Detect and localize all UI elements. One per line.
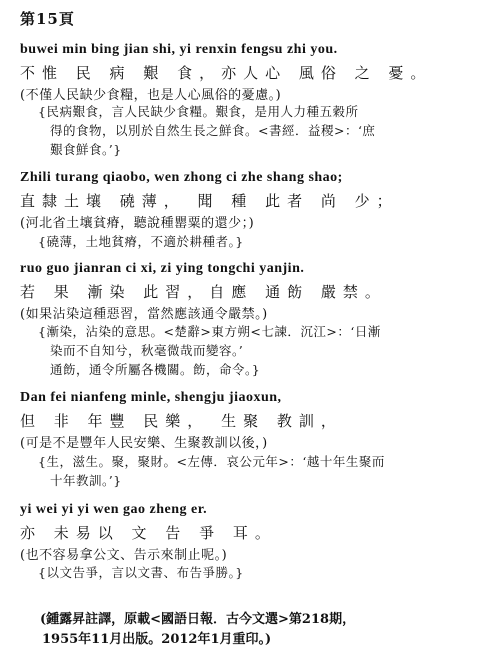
- citation-line: (鍾露昇註譯，原載<國語日報．古今文選>第218期，: [40, 612, 356, 627]
- citation-line: 1955年11月出版。2012年1月重印。): [42, 632, 272, 647]
- note-line: {民病艱食，言人民缺少食糧。艱食，是用人力種五穀所: [38, 104, 359, 119]
- annotation-note: [38, 452, 385, 490]
- translation-line: (河北省土壤貧瘠，聽說種罌粟的還少；): [20, 216, 255, 231]
- annotation-note: [38, 322, 381, 379]
- pinyin-line: yi wei yi yi wen gao zheng er.: [20, 502, 208, 517]
- pinyin-line: buwei min bing jian shi, yi renxin fengsu zhi you.: [20, 42, 338, 57]
- translation-line: (不僅人民缺少食糧，也是人心風俗的憂慮。): [20, 88, 282, 103]
- page-title: 第15頁: [20, 10, 75, 28]
- note-line: {生，滋生。聚，聚財。<左傳．哀公元年>：‘越十年生聚而: [38, 454, 385, 469]
- note-line: {磽薄，土地貧瘠，不適於耕種者。}: [38, 234, 244, 249]
- chinese-text-line: 不惟 民 病 艱 食，亦人心 風俗 之 憂。: [20, 64, 433, 82]
- source-citation: [40, 610, 355, 650]
- note-line: {以文告爭，言以文書、布告爭勝。}: [38, 565, 244, 580]
- annotation-note: [38, 563, 244, 582]
- chinese-text-line: 直隸土壤 磽薄， 聞 種 此者 尚 少；: [20, 192, 399, 210]
- chinese-text-line: 亦 未易以 文 告 爭 耳。: [20, 524, 277, 542]
- translation-line: (可是不是豐年人民安樂、生聚教訓以後，): [20, 436, 268, 451]
- note-line: 十年教訓。’}: [50, 473, 122, 488]
- note-line: 得的食物，以別於自然生長之鮮食。<書經．益稷>：‘庶: [50, 123, 376, 138]
- note-line: {漸染，沾染的意思。<楚辭>東方朔<七諫．沉江>：‘日漸: [38, 324, 381, 339]
- annotation-note: [38, 232, 244, 251]
- annotation-note: [38, 102, 375, 159]
- note-line: 艱食鮮食。’}: [50, 142, 122, 157]
- pinyin-line: Zhili turang qiaobo, wen zhong ci zhe shang shao;: [20, 170, 343, 185]
- chinese-text-line: 若 果 漸染 此習，自應 通飭 嚴禁。: [20, 283, 387, 301]
- translation-line: (也不容易拿公文、告示來制止呢。): [20, 548, 228, 563]
- translation-line: (如果沾染這種惡習，當然應該通令嚴禁。): [20, 307, 268, 322]
- pinyin-line: ruo guo jianran ci xi, zi ying tongchi yanjin.: [20, 261, 305, 276]
- note-line: 通飭，通令所屬各機關。飭，命令。}: [50, 362, 261, 377]
- pinyin-line: Dan fei nianfeng minle, shengju jiaoxun,: [20, 390, 282, 405]
- note-line: 染而不自知兮，秋毫微哉而變容。’: [50, 343, 244, 358]
- chinese-text-line: 但 非 年豐 民樂， 生聚 教訓，: [20, 412, 343, 430]
